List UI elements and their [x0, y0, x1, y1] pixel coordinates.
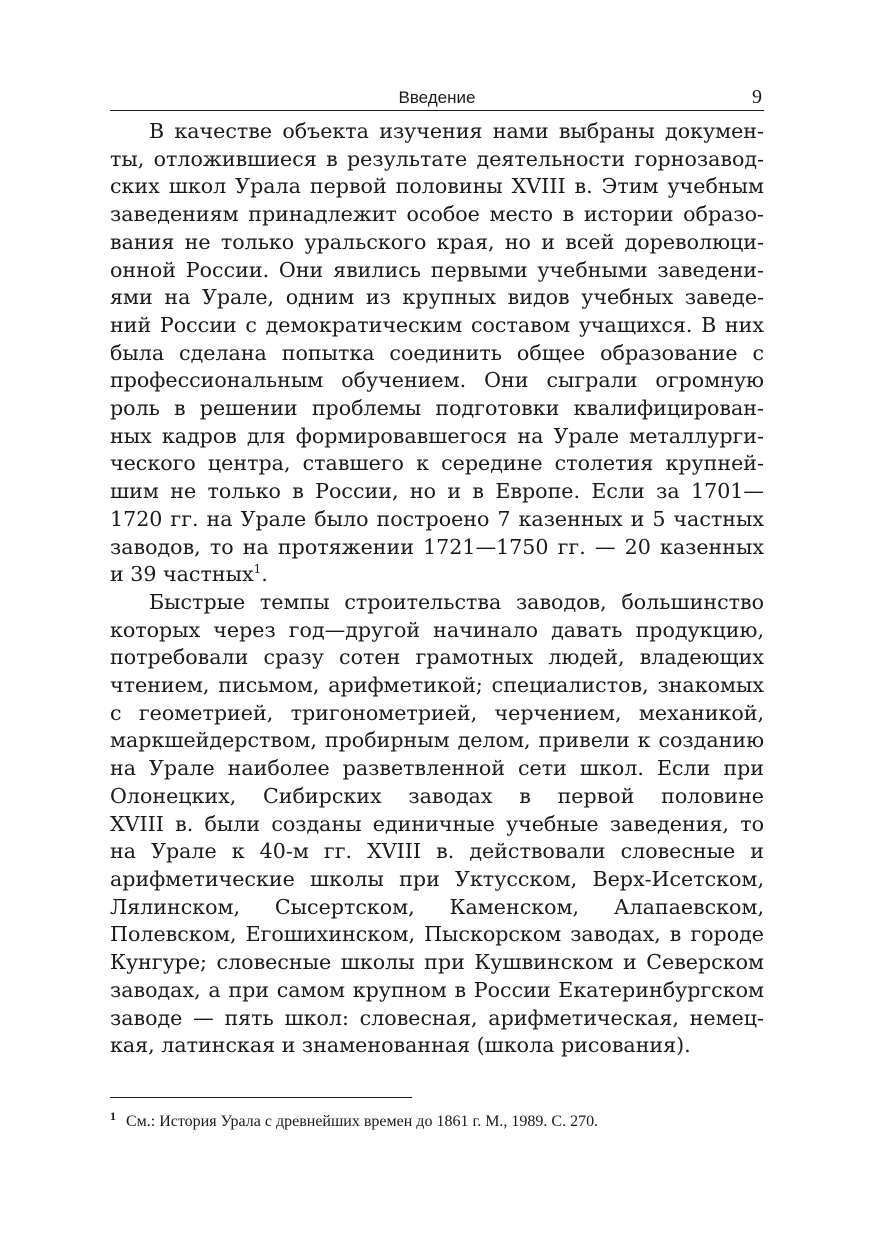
text-line: чтением, письмом, арифметикой; специалистов, знакомых — [110, 673, 764, 698]
text-line-last — [110, 561, 764, 589]
text-line: на Урале к 40-м гг. XVIII в. действовали словесные и — [110, 839, 764, 864]
body-text — [110, 118, 764, 1060]
text-line: онной России. Они явились первыми учебными заведени- — [110, 257, 764, 282]
text-line: Лялинском, Сысертском, Каменском, Алапаевском, — [110, 894, 764, 919]
text-line: 1720 гг. на Урале было построено 7 казенных и 5 частных — [110, 506, 764, 531]
text-line: которых через год—другой начинало давать продукцию, — [110, 617, 764, 642]
text-line: профессиональным обучением. Они сыграли огромную — [110, 368, 764, 393]
text-line: с геометрией, тригонометрией, черчением, механикой, — [110, 700, 764, 725]
text-line: ты, отложившиеся в результате деятельности горнозавод- — [110, 146, 764, 171]
footnote-divider — [110, 1097, 412, 1098]
footnote — [110, 1111, 764, 1133]
text-line: заводов, то на протяжении 1721—1750 гг. — 20 казенных — [110, 534, 764, 559]
text-line: шим не только в России, но и в Европе. Если за 1701— — [110, 479, 764, 504]
text-line: ных кадров для формировавшегося на Урале металлурги- — [110, 423, 764, 448]
text-line: В качестве объекта изучения нами выбраны докумен- — [149, 119, 764, 143]
text-line: заведениям принадлежит особое место в истории образо- — [110, 202, 764, 227]
text-line: XVIII в. были созданы единичные учебные заведения, то — [110, 811, 764, 836]
text-line-content: и 39 частных — [110, 562, 254, 587]
footnote-reference: 1 — [253, 562, 262, 577]
text-line: заводах, а при самом крупном в России Екатеринбургском — [110, 977, 764, 1002]
text-line: ских школ Урала первой половины XVIII в. Этим учебным — [110, 174, 764, 199]
text-line: была сделана попытка соединить общее образование с — [110, 340, 764, 365]
text-line: маркшейдерством, пробирным делом, привели к созданию — [110, 728, 764, 753]
text-line: ческого центра, ставшего к середине столетия крупней- — [110, 451, 764, 476]
text-line-tail: . — [261, 562, 268, 587]
text-line: роль в решении проблемы подготовки квалифицирован- — [110, 396, 764, 421]
text-line: потребовали сразу сотен грамотных людей, владеющих — [110, 645, 764, 670]
text-line: ями на Урале, одним из крупных видов учебных заведе- — [110, 285, 764, 310]
footnote-text: См.: История Урала с древнейших времен до 1861 г. М., 1989. С. 270. — [126, 1113, 599, 1130]
text-line: Кунгуре; словесные школы при Кушвинском и Северском — [110, 950, 764, 975]
text-line: ний России с демократическим составом учащихся. В них — [110, 312, 764, 337]
footnote-mark: 1 — [110, 1109, 116, 1123]
running-title: Введение — [398, 88, 476, 107]
text-line: Быстрые темпы строительства заводов, большинство — [149, 589, 764, 614]
text-line: Полевском, Егошихинском, Пыскорском заводах, в городе — [110, 922, 764, 947]
page-number: 9 — [752, 86, 762, 108]
text-line: заводе — пять школ: словесная, арифметическая, немец- — [110, 1005, 764, 1030]
text-line: Олонецких, Сибирских заводах в первой половине — [110, 783, 764, 808]
running-head — [110, 86, 764, 111]
text-line: вания не только уральского края, но и всей дореволюци- — [110, 229, 764, 254]
text-line: на Урале наиболее разветвленной сети школ. Если при — [110, 756, 764, 781]
text-line: кая, латинская и знаменованная (школа рисования). — [110, 1033, 691, 1058]
text-line: арифметические школы при Уктусском, Верх-Исетском, — [110, 866, 764, 891]
